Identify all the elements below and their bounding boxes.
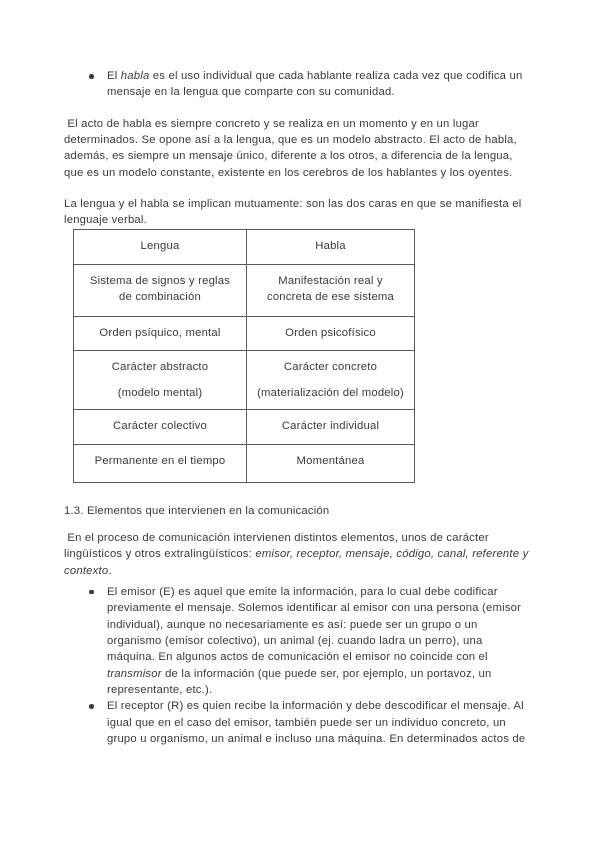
table-cell-text: Permanente en el tiempo xyxy=(94,454,226,467)
table-cell-text: (modelo mental) xyxy=(117,386,203,399)
table-cell xyxy=(74,264,247,316)
text-line xyxy=(64,196,542,212)
text-line xyxy=(107,84,542,100)
text-line xyxy=(107,649,542,665)
text-segment: lingüísticos y otros extralingüísticos: xyxy=(64,548,256,561)
text-segment: . xyxy=(108,564,112,577)
text-line xyxy=(64,530,542,546)
table-cell-text: Carácter individual xyxy=(281,419,380,432)
text-segment: previamente el mensaje. Solemos identificar al emisor con una persona (emisor xyxy=(107,602,522,615)
text-segment: organismo (emisor colectivo), un animal (ej. cuando ladra un perro), una xyxy=(107,634,483,647)
paragraph-acto-de-habla xyxy=(64,116,542,181)
text-segment: es el uso individual que cada hablante realiza cada vez que codifica un xyxy=(149,70,523,82)
table-cell-text: Carácter colectivo xyxy=(112,419,207,432)
table-header-cell xyxy=(74,229,247,264)
text-line xyxy=(64,212,542,228)
bullet-icon xyxy=(89,74,94,79)
table-cell xyxy=(247,444,415,482)
list-item xyxy=(64,698,542,747)
text-segment: igual que en el caso del emisor, también puede ser un individuo concreto, un xyxy=(107,716,506,729)
text-line xyxy=(107,633,542,649)
table-row xyxy=(74,444,415,482)
document-content xyxy=(64,68,542,747)
table-cell-text: Sistema de signos y reglas de combinación xyxy=(89,274,231,303)
text-segment: individual), aunque no necesariamente es así: puede ser un grupo o un xyxy=(107,618,478,631)
text-line xyxy=(107,666,542,682)
bullet-icon xyxy=(89,590,94,595)
bullet-list-elementos xyxy=(64,584,542,747)
text-line xyxy=(64,148,542,164)
table-cell-text: Orden psíquico, mental xyxy=(99,326,221,339)
text-line xyxy=(107,617,542,633)
table-row xyxy=(74,264,415,316)
bullet-icon xyxy=(89,704,94,709)
table-cell xyxy=(247,409,415,444)
text-segment: de la información (que puede ser, por ejemplo, un portavoz, un xyxy=(161,667,492,680)
text-segment: máquina. En algunos actos de comunicación el emisor no coincide con el xyxy=(107,651,488,664)
text-segment: transmisor xyxy=(107,667,162,680)
table-cell xyxy=(247,316,415,350)
text-segment: determinados. Se opone así a la lengua, que es un modelo abstracto. El acto de habla, xyxy=(64,133,517,146)
table-row xyxy=(74,316,415,350)
table-cell-text: Habla xyxy=(315,239,346,252)
table-header-row xyxy=(74,229,415,264)
section-heading-1-3: 1.3. Elementos que intervienen en la comunicación xyxy=(64,504,330,517)
text-segment: contexto xyxy=(64,564,109,577)
table-cell-text: Carácter abstracto xyxy=(111,360,209,373)
table-cell xyxy=(74,444,247,482)
table-row xyxy=(74,409,415,444)
table-row xyxy=(74,350,415,409)
text-segment: que es un modelo constante, existente en los cerebros de los hablantes y los oyentes. xyxy=(64,166,513,179)
text-line xyxy=(107,731,542,747)
text-segment: representante, etc.). xyxy=(107,683,213,696)
text-line xyxy=(64,165,542,181)
text-line xyxy=(107,584,542,600)
text-segment: La lengua y el habla se implican mutuamente: son las dos caras en que se manifiesta el xyxy=(64,197,522,210)
bullet-list-habla xyxy=(64,68,542,101)
text-segment: lenguaje verbal. xyxy=(64,214,147,227)
paragraph-proceso-comunicacion xyxy=(64,530,542,579)
text-segment: El emisor (E) es aquel que emite la información, para lo cual debe codificar xyxy=(107,585,498,598)
text-segment: mensaje en la lengua que comparte con su comunidad. xyxy=(107,86,395,99)
table-cell xyxy=(74,350,247,409)
text-segment: El xyxy=(107,70,121,82)
text-segment: El receptor (R) es quien recibe la información y debe descodificar el mensaje. Al xyxy=(107,700,524,713)
table-cell-text: Carácter concreto xyxy=(283,360,378,373)
table-cell xyxy=(247,264,415,316)
text-line xyxy=(107,715,542,731)
text-line xyxy=(107,682,542,698)
list-item xyxy=(64,68,542,101)
text-segment: habla xyxy=(120,70,150,82)
paragraph-lengua-habla-implican xyxy=(64,196,542,229)
text-line xyxy=(64,546,542,562)
text-segment: En el proceso de comunicación intervienen distintos elementos, unos de carácter xyxy=(64,531,489,544)
table-cell xyxy=(74,316,247,350)
text-line xyxy=(64,116,542,132)
table-cell xyxy=(247,350,415,409)
lengua-vs-habla-table xyxy=(73,229,415,483)
text-segment: grupo u organismo, un animal e incluso una máquina. En determinados actos de xyxy=(107,732,526,745)
text-line xyxy=(107,68,542,84)
table-cell-text: Orden psicofísico xyxy=(285,326,376,339)
table-cell-text: Momentánea xyxy=(296,454,365,467)
text-segment: El acto de habla es siempre concreto y se realiza en un momento y en un lugar xyxy=(64,117,479,130)
table-cell-text: Lengua xyxy=(140,239,180,252)
text-segment: emisor, receptor, mensaje, código, canal, referente y xyxy=(255,548,529,561)
list-item xyxy=(64,584,542,698)
text-line xyxy=(64,563,542,579)
text-segment: además, es siempre un mensaje único, diferente a los otros, a diferencia de la lengua, xyxy=(64,150,513,163)
text-line xyxy=(107,698,542,714)
table-cell-text: Manifestación real y concreta de ese sistema xyxy=(266,274,395,303)
text-line xyxy=(107,600,542,616)
table-cell xyxy=(74,409,247,444)
text-line xyxy=(64,132,542,148)
table-header-cell xyxy=(247,229,415,264)
table-cell-text: (materialización del modelo) xyxy=(257,386,404,399)
